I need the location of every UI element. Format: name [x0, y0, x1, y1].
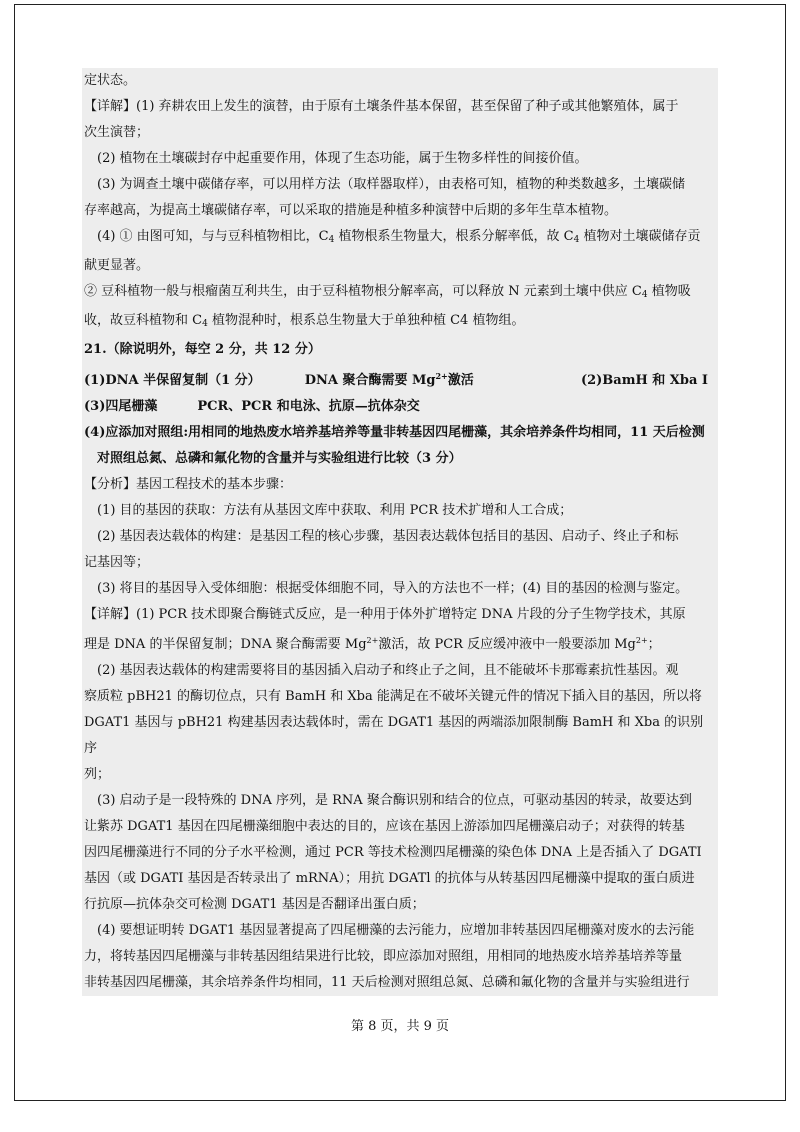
subscript: 4	[641, 290, 648, 300]
superscript: 2+	[635, 636, 648, 645]
text-fragment: 理是 DNA 的半保留复制；DNA 聚合酶需要 Mg	[84, 637, 367, 652]
superscript: 2+	[435, 371, 448, 381]
answer-3a: (3)四尾栅藻	[84, 399, 158, 414]
text-line: 记基因等；	[84, 555, 150, 570]
question-heading: 21.（除说明外，每空 2 分，共 12 分）	[84, 342, 321, 357]
page-number: 第 8 页，共 9 页	[350, 1019, 450, 1034]
text-line: 【详解】(1) 弃耕农田上发生的演替，由于原有土壤条件基本保留，甚至保留了种子或其他繁殖体，属于	[84, 99, 679, 114]
text-line: (2) 基因表达载体的构建需要将目的基因插入启动子和终止子之间，且不能破坏卡那霉素抗性基因。观	[97, 663, 679, 678]
text-fragment: 植物吸	[647, 284, 691, 299]
text-line: 【分析】基因工程技术的基本步骤：	[84, 477, 293, 492]
text-fragment: 植物根系生物量大，根系分解率低，故 C	[334, 229, 574, 244]
text-line: (4) 要想证明转 DGAT1 基因显著提高了四尾栅藻的去污能力，应增加非转基因四尾栅藻对废水的去污能	[97, 923, 695, 938]
subscript: 4	[573, 235, 580, 245]
answer-row	[82, 363, 718, 394]
text-fragment: 收，故豆科植物和 C	[84, 313, 203, 328]
answer-4: (4)应添加对照组:用相同的地热废水培养基培养等量非转基因四尾栅藻，其余培养条件均相同，11 天后检测对照组总氮、总磷和氟化物的含量并与实验组进行比较（3 分）	[84, 425, 705, 466]
text-line: 存率越高，为提高土壤碳储存率，可以采取的措施是种植多种演替中后期的多年生草本植物。	[84, 203, 618, 218]
text-line: 定状态。	[84, 73, 137, 88]
text-fragment: ；	[647, 637, 661, 652]
text-fragment: ② 豆科植物一般与根瘤菌互利共生，由于豆科植物根分解率高，可以释放 N 元素到土壤中供应 C	[84, 284, 642, 299]
text-line	[82, 628, 718, 658]
text-line: 察质粒 pBH21 的酶切位点，只有 BamH 和 Xba 能满足在不破坏关键元件的情况下插入目的基因，所以将	[84, 689, 702, 704]
superscript: 2+	[366, 636, 379, 645]
text-line: (3) 启动子是一段特殊的 DNA 序列，是 RNA 聚合酶识别和结合的位点，可驱动基因的转录，故要达到	[97, 793, 692, 808]
text-line: 列；	[84, 767, 111, 782]
text-fragment: DNA 聚合酶需要 Mg	[304, 373, 436, 388]
text-line	[82, 224, 718, 253]
text-line: (3) 为调查土壤中碳储存率，可以用样方法（取样器取样），由表格可知，植物的种类数越多，土壤碳储	[97, 177, 686, 192]
text-line: DGAT1 基因与 pBH21 构建基因表达载体时，需在 DGAT1 基因的两端添加限制酶 BamH 和 Xba 的识别序	[84, 715, 704, 756]
text-line: 献更显著。	[84, 258, 150, 273]
text-line: (1) 目的基因的获取：方法有从基因文库中获取、利用 PCR 技术扩增和人工合成；	[97, 503, 573, 518]
text-fragment: 激活，故 PCR 反应缓冲液中一般要添加 Mg	[378, 637, 636, 652]
answer-3b: PCR、PCR 和电泳、抗原—抗体杂交	[197, 399, 420, 414]
text-line: (3) 将目的基因导入受体细胞：根据受体细胞不同，导入的方法也不一样；(4) 目的基因的检测与鉴定。	[97, 581, 689, 596]
text-fragment: 植物对土壤碳储存贡	[579, 229, 701, 244]
subscript: 4	[202, 319, 208, 329]
answer-row	[82, 394, 718, 420]
text-fragment: 植物混种时，根系总生物量大于单独种植 C4 植物组。	[207, 313, 525, 328]
answer-2: (2)BamH 和 Xba Ⅰ	[580, 373, 708, 388]
text-line: 让紫苏 DGAT1 基因在四尾栅藻细胞中表达的目的，应该在基因上游添加四尾栅藻启动子；对获得的转基	[84, 819, 685, 834]
answer-content	[82, 68, 718, 996]
text-line: 行抗原—抗体杂交可检测 DGAT1 基因是否翻译出蛋白质；	[84, 897, 425, 912]
text-line: (2) 植物在土壤碳封存中起重要作用，体现了生态功能，属于生物多样性的间接价值。	[97, 151, 588, 166]
answer-1b	[305, 363, 474, 394]
text-line: 次生演替；	[84, 125, 150, 140]
text-line: 力，将转基因四尾栅藻与非转基因组结果进行比较，即应添加对照组，用相同的地热废水培养基培养等量	[84, 949, 683, 964]
subscript: 4	[328, 235, 335, 245]
text-line: 因四尾栅藻进行不同的分子水平检测，通过 PCR 等技术检测四尾栅藻的染色体 DNA 上是否插入了 DGATI	[84, 845, 702, 860]
text-line: 基因（或 DGATI 基因是否转录出了 mRNA）；用抗 DGATl 的抗体与从转基因四尾栅藻中提取的蛋白质进	[84, 871, 695, 886]
answer-1a: (1)DNA 半保留复制（1 分）	[84, 373, 261, 388]
text-line	[82, 308, 718, 337]
text-line: 【详解】(1) PCR 技术即聚合酶链式反应，是一种用于体外扩增特定 DNA 片段的分子生物学技术，其原	[84, 607, 686, 622]
text-line: (2) 基因表达载体的构建：是基因工程的核心步骤，基因表达载体包括目的基因、启动子、终止子和标	[97, 529, 679, 544]
text-line: 非转基因四尾栅藻，其余培养条件均相同，11 天后检测对照组总氮、总磷和氟化物的含量并与实验组进行	[84, 975, 690, 990]
text-fragment: 激活	[447, 373, 474, 388]
text-fragment: (4) ① 由图可知，与与豆科植物相比，C	[97, 229, 329, 244]
text-line	[82, 279, 718, 308]
